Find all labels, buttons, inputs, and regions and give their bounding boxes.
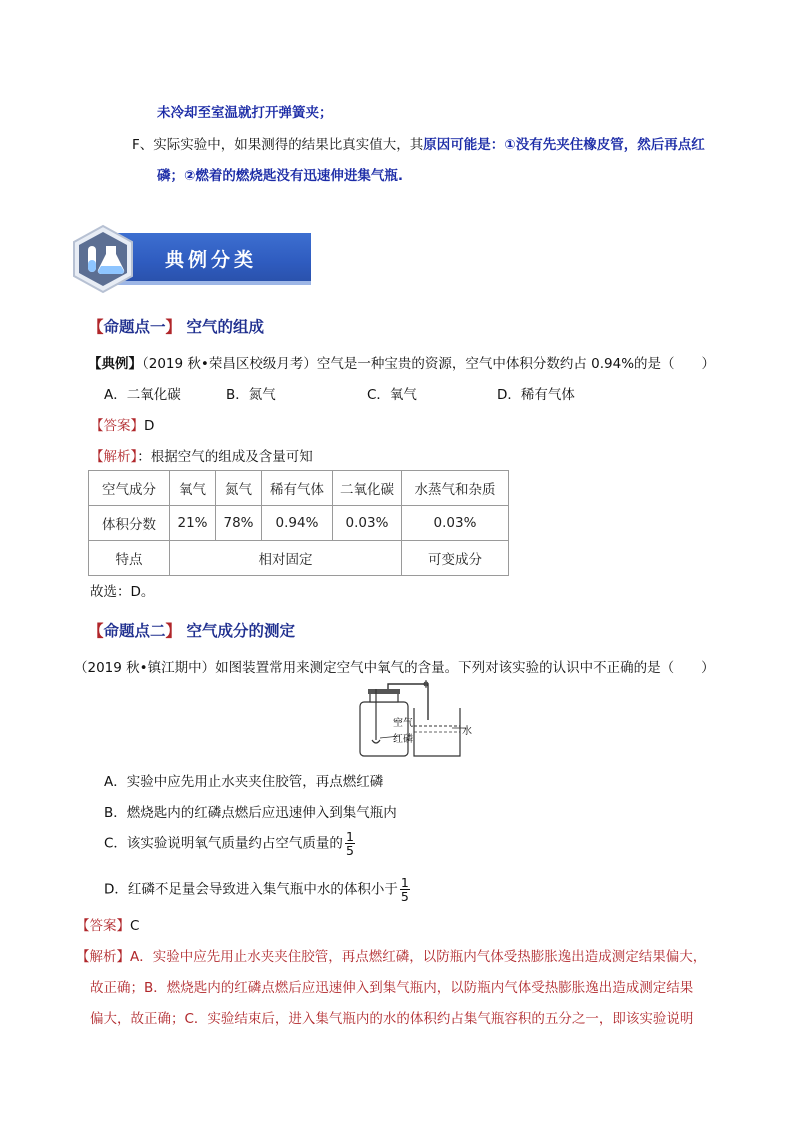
note-line-1: 未冷却至室温就打开弹簧夹； xyxy=(157,105,333,121)
section-heading-2: 【命题点二】 空气成分的测定 xyxy=(88,621,295,640)
figure-label-phosphorus: 红磷 xyxy=(393,734,413,745)
option-2b: B．燃烧匙内的红磷点燃后应迅速伸入到集气瓶内 xyxy=(104,805,397,821)
option-1c: C．氧气 xyxy=(367,387,417,403)
table-cell: 稀有气体 xyxy=(262,471,333,506)
conclusion-1: 故选：D。 xyxy=(90,584,155,600)
answer-2: 【答案】C xyxy=(76,918,140,934)
flask-test-tube-icon xyxy=(68,224,138,294)
table-cell: 0.03% xyxy=(402,506,509,541)
note-line-3: 磷；②燃着的燃烧匙没有迅速伸进集气瓶. xyxy=(157,168,404,184)
note-line-2-prefix: F、实际实验中，如果测得的结果比真实值大，其 xyxy=(132,137,424,153)
option-1b: B．氮气 xyxy=(226,387,276,403)
figure-label-water: 水 xyxy=(462,726,472,737)
option-2c: C．该实验说明氧气质量约占空气质量的 $\frac{1}{5}$ xyxy=(104,829,354,858)
table-cell: 0.94% xyxy=(262,506,333,541)
fraction-one-fifth: $\frac{1}{5}$ xyxy=(400,875,409,904)
table-cell: 水蒸气和杂质 xyxy=(402,471,509,506)
table-row xyxy=(89,471,509,506)
note-line-2-bold: 原因可能是：①没有先夹住橡皮管，然后再点红 xyxy=(423,137,705,153)
option-2d: D．红磷不足量会导致进入集气瓶中水的体积小于 $\frac{1}{5}$ xyxy=(104,875,409,904)
option-1d: D．稀有气体 xyxy=(497,387,575,403)
table-cell: 78% xyxy=(216,506,262,541)
table-cell: 氮气 xyxy=(216,471,262,506)
table-row xyxy=(89,506,509,541)
apparatus-figure xyxy=(348,680,478,760)
analysis-2-line-1: 【解析】A．实验中应先用止水夹夹住胶管，再点燃红磷，以防瓶内气体受热膨胀逸出造成测定结果偏大， xyxy=(76,949,707,965)
option-2a: A．实验中应先用止水夹夹住胶管，再点燃红磷 xyxy=(104,774,384,790)
banner-title: 典例分类 xyxy=(165,249,258,271)
option-1a: A．二氧化碳 xyxy=(104,387,181,403)
table-cell: 二氧化碳 xyxy=(333,471,402,506)
analysis-2-line-3: 偏大，故正确；C．实验结束后，进入集气瓶内的水的体积约占集气瓶容积的五分之一，即该实验说明 xyxy=(90,1011,694,1027)
question-1: 【典例】（2019 秋•荣昌区校级月考）空气是一种宝贵的资源，空气中体积分数约占 0.94%的是（ ） xyxy=(88,356,716,372)
table-cell: 0.03% xyxy=(333,506,402,541)
analysis-2-line-2: 故正确；B．燃烧匙内的红磷点燃后应迅速伸入到集气瓶内，以防瓶内气体受热膨胀逸出造成测定结果 xyxy=(90,980,694,996)
air-composition-table xyxy=(88,470,509,576)
table-cell: 氧气 xyxy=(170,471,216,506)
table-cell: 空气成分 xyxy=(89,471,170,506)
table-cell: 21% xyxy=(170,506,216,541)
answer-1: 【答案】D xyxy=(90,418,155,434)
table-cell: 体积分数 xyxy=(89,506,170,541)
table-cell: 可变成分 xyxy=(402,541,509,576)
note-line-2 xyxy=(132,133,705,153)
table-cell: 特点 xyxy=(89,541,170,576)
analysis-1: 【解析】：根据空气的组成及含量可知 xyxy=(90,449,313,465)
question-2: （2019 秋•镇江期中）如图装置常用来测定空气中氧气的含量。下列对该实验的认识中不正确的是（ ） xyxy=(74,660,715,676)
table-row xyxy=(89,541,509,576)
figure-label-air: 空气 xyxy=(393,718,413,729)
section-heading-1: 【命题点一】 空气的组成 xyxy=(88,317,264,336)
table-cell: 相对固定 xyxy=(170,541,402,576)
fraction-one-fifth: $\frac{1}{5}$ xyxy=(345,829,354,858)
